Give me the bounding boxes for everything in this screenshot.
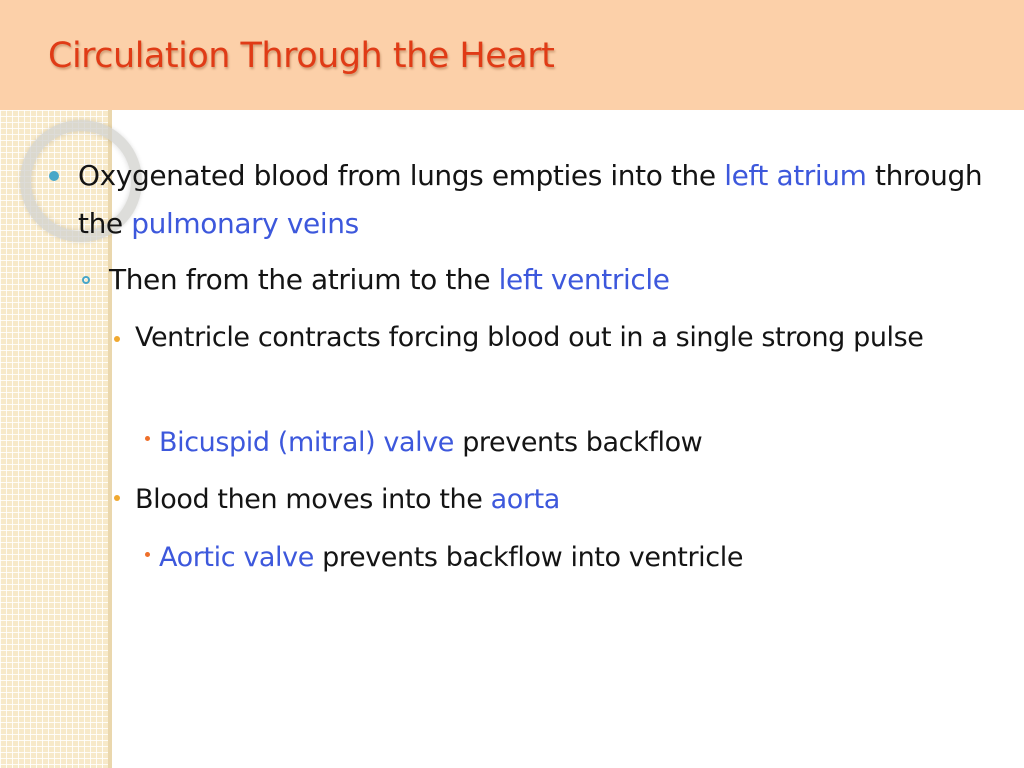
highlight-left-ventricle: left ventricle [498, 263, 670, 296]
tiny-dot-bullet-icon [145, 552, 150, 557]
bullet-text: Ventricle contracts forcing blood out in a single strong pulse [135, 322, 924, 353]
tiny-dot-bullet-icon [145, 436, 150, 441]
highlight-bicuspid-valve: Bicuspid (mitral) valve [159, 427, 455, 458]
highlight-aortic-valve: Aortic valve [159, 542, 314, 573]
bullet-text: Oxygenated blood from lungs empties into the [78, 159, 725, 192]
bullet-level-4 [159, 419, 702, 467]
bullet-level-3 [135, 476, 1015, 524]
small-dot-bullet-icon [114, 495, 120, 501]
bullet-text: Then from the atrium to the [109, 263, 499, 296]
bullet-text: Blood then moves into the [135, 484, 491, 515]
bullet-dot-icon [49, 171, 59, 181]
bullet-level-2 [109, 256, 670, 304]
bullet-level-4 [159, 534, 743, 582]
ring-bullet-icon [82, 276, 90, 284]
bullet-text: prevents backflow into ventricle [313, 542, 744, 573]
bullet-level-3 [135, 314, 1015, 362]
bullet-text: prevents backflow [454, 427, 703, 458]
bullet-level-1 [78, 152, 1018, 248]
highlight-pulmonary-veins: pulmonary veins [131, 207, 359, 240]
bullet-text: through the [78, 159, 983, 240]
small-dot-bullet-icon [114, 336, 120, 342]
slide-title: Circulation Through the Heart [48, 36, 555, 76]
highlight-left-atrium: left atrium [724, 159, 867, 192]
highlight-aorta: aorta [490, 484, 560, 515]
